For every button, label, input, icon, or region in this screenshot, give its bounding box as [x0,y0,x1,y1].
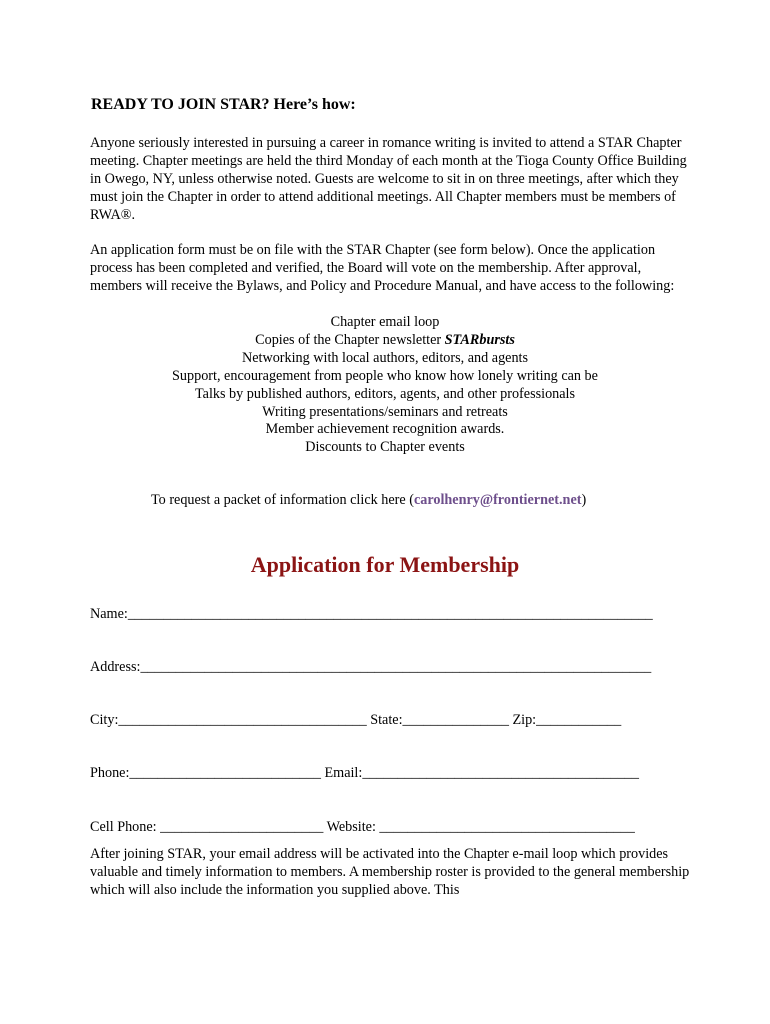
benefit-presentations: Writing presentations/seminars and retreats [262,403,508,420]
contact-email-link[interactable]: carolhenry@frontiernet.net [413,492,582,508]
phone-email-field[interactable]: Phone:___________________________ Email:_______________________________________ [90,765,639,781]
benefit-discounts: Discounts to Chapter events [305,439,465,456]
newsletter-name: STARbursts [444,331,515,348]
newsletter-prefix: Copies of the Chapter newsletter [255,331,445,348]
page-heading: READY TO JOIN STAR? Here’s how: [91,96,356,113]
address-field[interactable]: Address:________________________________________________________________________ [90,659,652,675]
request-suffix: ) [581,492,587,508]
benefit-email-loop: Chapter email loop [330,314,440,330]
info-request-line [151,492,586,509]
benefit-support: Support, encouragement from people who know how lonely writing can be [172,367,598,384]
name-field[interactable]: Name:__________________________________________________________________________ [90,606,653,622]
application-paragraph: An application form must be on file with the STAR Chapter (see form below). Once the application process has been completed and verified, the Board will vote on the membership. After approval, members will receive the Bylaws, and Policy and Procedure Manual, and have access to the following: [90,242,675,294]
benefits-list [90,314,680,457]
benefit-awards: Member achievement recognition awards. [265,421,505,438]
benefit-newsletter [90,332,680,350]
application-title: Application for Membership [250,552,520,577]
cell-website-field[interactable]: Cell Phone: _______________________ Website: ____________________________________ [90,819,635,835]
benefit-networking: Networking with local authors, editors, and agents [241,349,529,366]
intro-paragraph: Anyone seriously interested in pursuing a career in romance writing is invited to attend a STAR Chapter meeting. Chapter meetings are held the third Monday of each month at the Tioga County Office Building in Owego, NY, unless otherwise noted. Guests are welcome to sit in on three meetings, after which they must join the Chapter in order to attend additional meetings. All Chapter members must be members of RWA®. [90,135,687,223]
closing-paragraph: After joining STAR, your email address will be activated into the Chapter e-mail loop which provides valuable and timely information to members. A membership roster is provided to the general membership which will also include the information you supplied above. This [90,846,690,898]
city-state-zip-field[interactable]: City:___________________________________ State:_______________ Zip:____________ [90,712,622,728]
request-prefix: To request a packet of information click here ( [151,492,414,508]
benefit-talks: Talks by published authors, editors, agents, and other professionals [194,385,576,402]
